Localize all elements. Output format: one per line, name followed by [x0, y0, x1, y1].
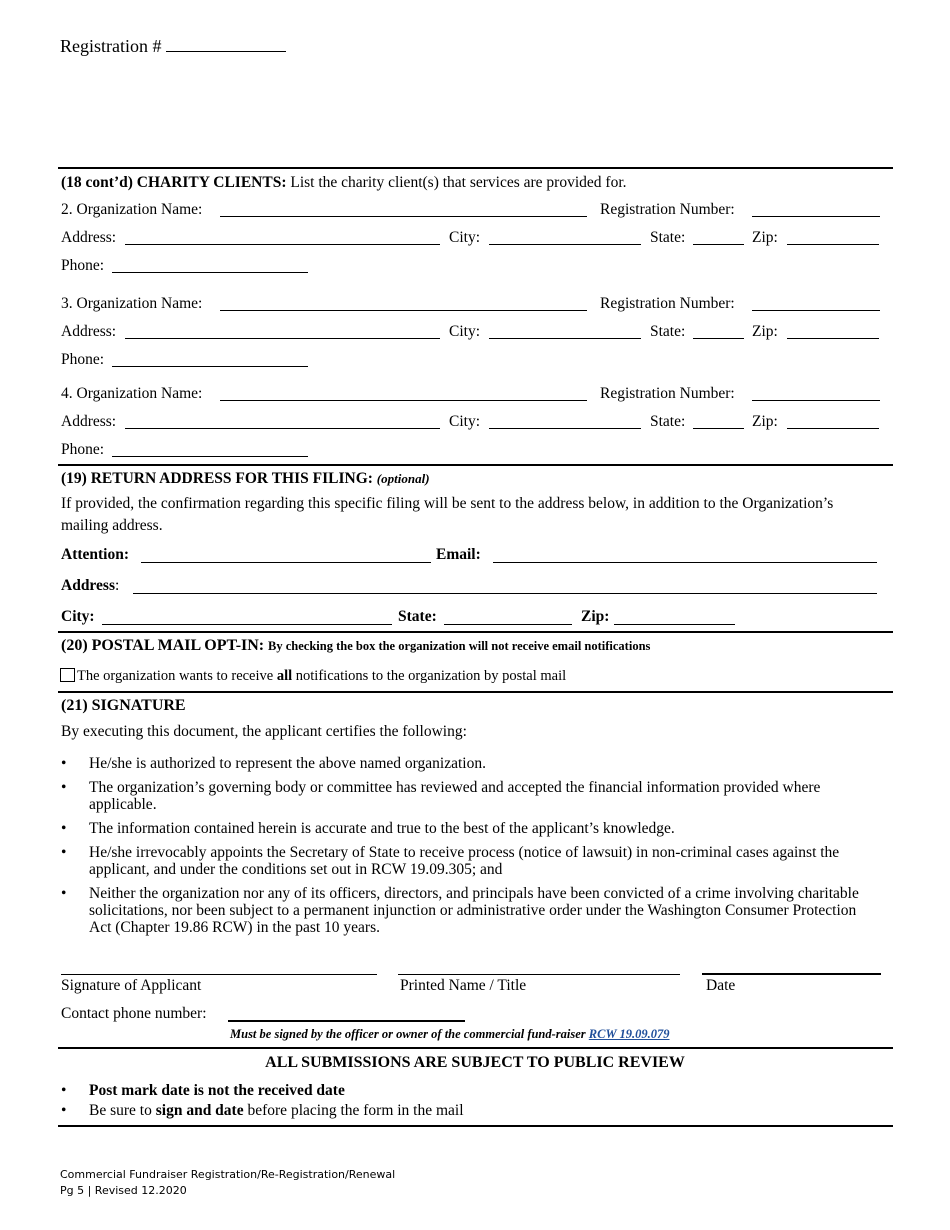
return-city-input[interactable] [102, 624, 392, 625]
footer-title: Commercial Fundraiser Registration/Re-Registration/Renewal [60, 1168, 396, 1181]
phone-label: Phone: [61, 351, 105, 368]
zip-label: Zip: [752, 229, 778, 246]
address-input[interactable] [125, 244, 440, 245]
checkbox-text-post: notifications to the organization by postal mail [292, 668, 567, 684]
section-divider [58, 631, 893, 633]
return-address-label: Address [61, 577, 115, 594]
return-zip-label: Zip: [581, 608, 610, 625]
city-input[interactable] [489, 428, 641, 429]
address-label: Address: [61, 323, 117, 340]
reg-number-label: Registration Number: [600, 201, 735, 218]
org-name-input[interactable] [220, 400, 587, 401]
registration-label: Registration # [60, 36, 162, 56]
return-city-label: City: [61, 608, 95, 625]
section20-heading-row [61, 637, 650, 655]
section21-heading: (21) SIGNATURE [61, 697, 186, 714]
section20-note: By checking the box the organization will not receive email notifications [268, 639, 651, 653]
printed-name-label: Printed Name / Title [400, 977, 527, 994]
phone-input[interactable] [112, 366, 308, 367]
org-name-input[interactable] [220, 310, 587, 311]
certification-list [61, 755, 881, 943]
address-label: Address: [61, 413, 117, 430]
org-name-label: 3. Organization Name: [61, 295, 203, 312]
attention-label: Attention: [61, 546, 130, 563]
registration-number-field[interactable] [60, 36, 286, 57]
zip-input[interactable] [787, 338, 879, 339]
review-item [61, 1082, 881, 1099]
org-name-label: 4. Organization Name: [61, 385, 203, 402]
date-label: Date [706, 977, 736, 994]
printed-name-input[interactable] [398, 974, 680, 975]
certification-item: • The organization’s governing body or committee has reviewed and accepted the financial information provided where applicable. [61, 779, 881, 813]
section19-description: If provided, the confirmation regarding this specific filing will be sent to the address below, in addition to the Organization’s mailing address. [61, 495, 834, 534]
review-item-pre: Be sure to [89, 1102, 156, 1119]
postal-mail-checkbox[interactable] [60, 668, 75, 682]
return-state-label: State: [398, 608, 437, 625]
section-divider [58, 1125, 893, 1127]
zip-label: Zip: [752, 413, 778, 430]
address-label: Address: [61, 229, 117, 246]
city-label: City: [449, 413, 481, 430]
review-item-post: before placing the form in the mail [243, 1102, 464, 1119]
checkbox-text-bold: all [276, 668, 293, 684]
certification-item: • Neither the organization nor any of its officers, directors, and principals have been convicted of a crime involving charitable solicitations, nor been subject to a permanent injunction or administrative order under the Washington Consumer Protection Act (Chapter 19.86 RCW) in the past 10 years. [61, 885, 881, 936]
review-item-text: Post mark date is not the received date [89, 1082, 345, 1099]
certification-item: • The information contained herein is accurate and true to the best of the applicant’s knowledge. [61, 820, 881, 837]
phone-label: Phone: [61, 257, 105, 274]
city-input[interactable] [489, 338, 641, 339]
registration-blank[interactable] [166, 38, 286, 52]
return-state-input[interactable] [444, 624, 572, 625]
certification-item: • He/she irrevocably appoints the Secretary of State to receive process (notice of lawsuit) in non-criminal cases against the applicant, and under the conditions set out in RCW 19.09.305; and [61, 844, 881, 878]
reg-number-input[interactable] [752, 310, 880, 311]
state-input[interactable] [693, 244, 744, 245]
must-sign-text: Must be signed by the officer or owner of the commercial fund-raiser [230, 1027, 589, 1041]
email-label: Email: [436, 546, 481, 563]
section19-optional: (optional) [376, 471, 430, 486]
section20-heading: (20) POSTAL MAIL OPT-IN: [61, 637, 265, 654]
review-item [61, 1102, 881, 1119]
state-input[interactable] [693, 428, 744, 429]
email-input[interactable] [493, 562, 877, 563]
return-address-colon: : [114, 577, 120, 594]
phone-label: Phone: [61, 441, 105, 458]
footer-page: Pg 5 | Revised 12.2020 [60, 1184, 187, 1197]
public-review-heading: ALL SUBMISSIONS ARE SUBJECT TO PUBLIC REVIEW [265, 1054, 685, 1071]
reg-number-input[interactable] [752, 216, 880, 217]
zip-input[interactable] [787, 244, 879, 245]
org-name-label: 2. Organization Name: [61, 201, 203, 218]
section-divider [58, 464, 893, 466]
city-label: City: [449, 323, 481, 340]
postal-mail-checkbox-label [77, 668, 566, 685]
signature-input[interactable] [61, 974, 377, 975]
section18-heading: (18 cont’d) CHARITY CLIENTS: [61, 174, 287, 191]
zip-label: Zip: [752, 323, 778, 340]
city-input[interactable] [489, 244, 641, 245]
return-address-input[interactable] [133, 593, 877, 594]
reg-number-input[interactable] [752, 400, 880, 401]
signature-label: Signature of Applicant [61, 977, 202, 994]
contact-phone-input[interactable] [228, 1020, 465, 1022]
checkbox-text-pre: The organization wants to receive [77, 668, 277, 684]
reg-number-label: Registration Number: [600, 385, 735, 402]
phone-input[interactable] [112, 272, 308, 273]
section-divider [58, 1047, 893, 1049]
must-sign-note [230, 1027, 670, 1042]
certification-item: • He/she is authorized to represent the above named organization. [61, 755, 881, 772]
section18-intro: List the charity client(s) that services are provided for. [290, 174, 627, 191]
return-address-label-row [61, 577, 119, 595]
section19-heading: (19) RETURN ADDRESS FOR THIS FILING: [61, 470, 373, 487]
review-list [61, 1082, 881, 1126]
section-divider [58, 167, 893, 169]
zip-input[interactable] [787, 428, 879, 429]
org-name-input[interactable] [220, 216, 587, 217]
state-label: State: [650, 413, 686, 430]
rcw-link[interactable]: RCW 19.09.079 [588, 1027, 670, 1041]
address-input[interactable] [125, 428, 440, 429]
attention-input[interactable] [141, 562, 431, 563]
phone-input[interactable] [112, 456, 308, 457]
address-input[interactable] [125, 338, 440, 339]
state-label: State: [650, 229, 686, 246]
state-label: State: [650, 323, 686, 340]
return-zip-input[interactable] [614, 624, 735, 625]
state-input[interactable] [693, 338, 744, 339]
review-item-bold: sign and date [155, 1102, 244, 1119]
section21-intro: By executing this document, the applicant certifies the following: [61, 723, 467, 740]
section-divider [58, 691, 893, 693]
section19-heading-row [61, 470, 430, 488]
reg-number-label: Registration Number: [600, 295, 735, 312]
city-label: City: [449, 229, 481, 246]
contact-phone-label: Contact phone number: [61, 1005, 207, 1022]
date-input[interactable] [702, 973, 881, 975]
section18-heading-row [61, 174, 627, 192]
